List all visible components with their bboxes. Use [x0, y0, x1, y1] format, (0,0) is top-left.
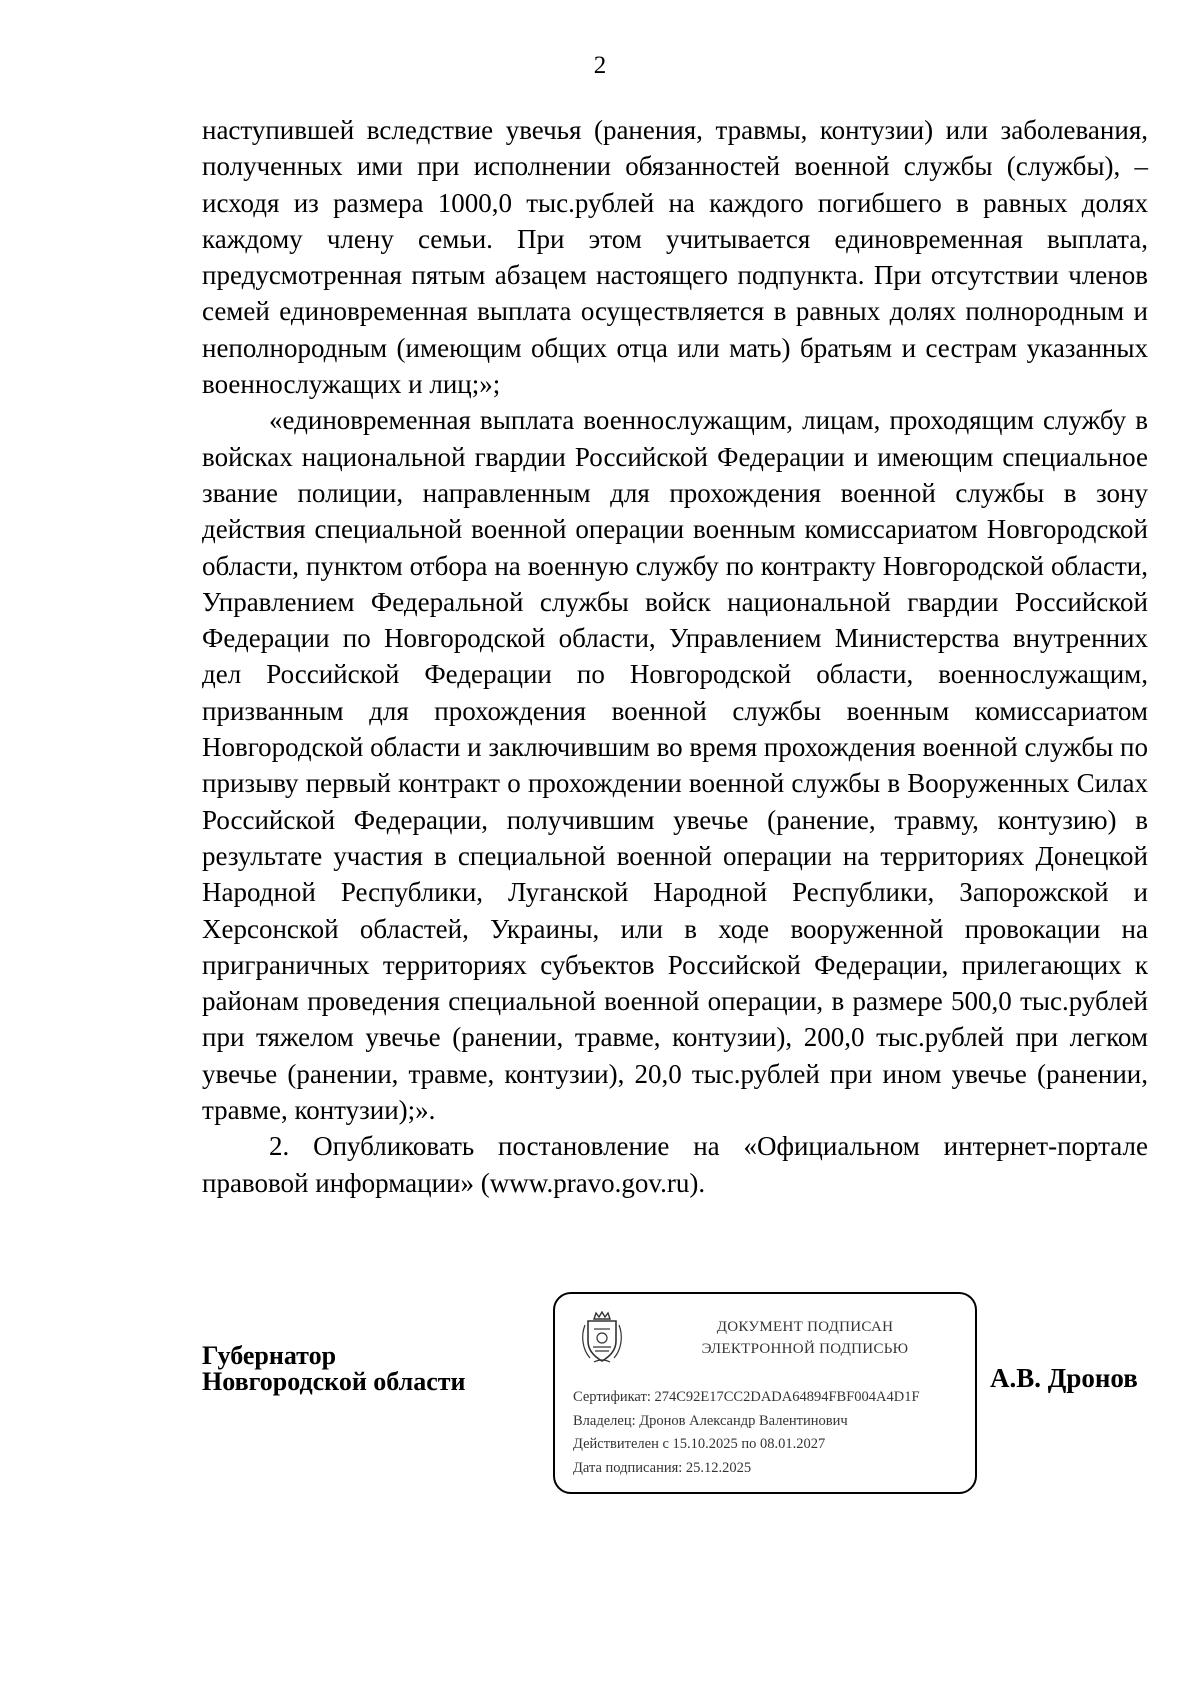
stamp-header: [665, 1316, 945, 1360]
paragraph-lump-sum-payment: «единовременная выплата военнослужащим, лицам, проходящим службу в войсках национальной гвардии Российской Федерации и имеющим специальное звание полиции, направленным для прохождения военной службы в зону действия специальной военной операции военным комиссариатом Новгородской области, пунктом отбора на военную службу по контракту Новгородской области, Управлением Федеральной службы войск национальной гвардии Российской Федерации по Новгородской области, Управлением Министерства внутренних дел Российской Федерации по Новгородской области, военнослужащим, призванным для прохождения военной службы военным комиссариатом Новгородской области и заключившим во время прохождения военной службы по призыву первый контракт о прохождении военной службы в Вооруженных Силах Российской Федерации, получившим увечье (ранение, травму, контузию) в результате участия в специальной военной операции на территориях Донецкой Народной Республики, Луганской Народной Республики, Запорожской и Херсонской областей, Украины, или в ходе вооруженной провокации на приграничных территориях субъектов Российской Федерации, прилегающих к районам проведения специальной военной операции, в размере 500,0 тыс.рублей при тяжелом увечье (ранении, травме, контузии), 200,0 тыс.рублей при легком увечье (ранении, травме, контузии), 20,0 тыс.рублей при ином увечье (ранении, травме, контузии);».: [202, 405, 1148, 1126]
stamp-signing-date: Дата подписания: 25.12.2025: [573, 1459, 752, 1476]
signatory-title: [202, 1343, 466, 1395]
page-number: 2: [593, 52, 607, 79]
electronic-signature-stamp: [553, 1292, 977, 1494]
signatory-title-line1: Губернатор: [202, 1341, 337, 1370]
coat-of-arms-icon: [580, 1311, 624, 1365]
signatory-title-line2: Новгородской области: [202, 1367, 466, 1396]
paragraph-publication: 2. Опубликовать постановление на «Официальном интернет-портале правовой информации» (www.pravo.gov.ru).: [202, 1131, 1148, 1198]
stamp-certificate: Сертификат: 274C92E17CC2DADA64894FBF004A4D1F: [573, 1389, 920, 1405]
document-body: [202, 112, 1148, 1201]
signatory-name: А.В. Дронов: [990, 1363, 1138, 1393]
stamp-details: [573, 1386, 920, 1480]
stamp-owner: Владелец: Дронов Александр Валентинович: [573, 1412, 848, 1429]
paragraph-continuation: наступившей вследствие увечья (ранения, травмы, контузии) или заболевания, полученных ими при исполнении обязанностей военной службы (службы), – исходя из размера 1000,0 тыс.рублей на каждого погибшего в равных долях каждому члену семьи. При этом учитывается единовременная выплата, предусмотренная пятым абзацем настоящего подпункта. При отсутствии членов семей единовременная выплата осуществляется в равных долях полнородным и неполнородным (имеющим общих отца или мать) братьям и сестрам указанных военнослужащих и лиц;»;: [202, 115, 1148, 400]
stamp-header-line1: ДОКУМЕНТ ПОДПИСАН: [716, 1319, 894, 1335]
stamp-header-line2: ЭЛЕКТРОННОЙ ПОДПИСЬЮ: [701, 1341, 909, 1357]
stamp-validity: Действителен с 15.10.2025 по 08.01.2027: [573, 1436, 826, 1452]
